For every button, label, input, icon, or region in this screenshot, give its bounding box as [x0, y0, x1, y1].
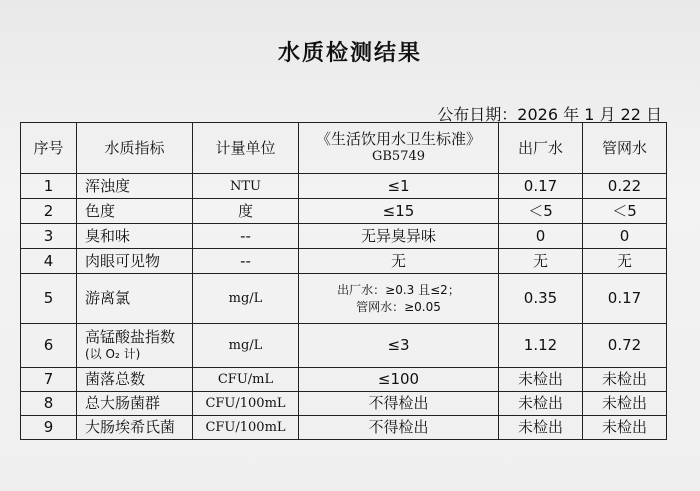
cell-standard: 无异臭异味 — [299, 224, 499, 249]
cell-standard: ≤3 — [299, 324, 499, 368]
cell-outlet: 0.17 — [499, 174, 583, 199]
cell-indicator — [77, 324, 193, 368]
cell-no: 9 — [21, 416, 77, 440]
cell-no: 3 — [21, 224, 77, 249]
cell-standard: 不得检出 — [299, 416, 499, 440]
standard-outlet-range: 出厂水：≥0.3 且≤2； — [337, 282, 460, 297]
cell-network: ＜5 — [583, 199, 667, 224]
cell-outlet: 未检出 — [499, 416, 583, 440]
cell-unit: CFU/100mL — [193, 392, 299, 416]
header-standard — [299, 123, 499, 174]
cell-indicator: 臭和味 — [77, 224, 193, 249]
cell-no: 8 — [21, 392, 77, 416]
publish-date: 公布日期：2026 年 1 月 22 日 — [437, 105, 662, 124]
table-header-row — [21, 123, 667, 174]
cell-network: 未检出 — [583, 416, 667, 440]
table-row — [21, 224, 667, 249]
cell-outlet: 未检出 — [499, 392, 583, 416]
cell-outlet: 0 — [499, 224, 583, 249]
cell-unit: CFU/100mL — [193, 416, 299, 440]
cell-network: 无 — [583, 249, 667, 274]
cell-network: 0.22 — [583, 174, 667, 199]
table-row — [21, 416, 667, 440]
header-indicator: 水质指标 — [77, 123, 193, 174]
cell-outlet: ＜5 — [499, 199, 583, 224]
cell-standard: 无 — [299, 249, 499, 274]
cell-indicator: 色度 — [77, 199, 193, 224]
header-unit: 计量单位 — [193, 123, 299, 174]
cell-outlet: 无 — [499, 249, 583, 274]
page-title: 水质检测结果 — [277, 41, 422, 66]
cell-indicator: 肉眼可见物 — [77, 249, 193, 274]
cell-indicator: 总大肠菌群 — [77, 392, 193, 416]
cell-unit: -- — [193, 249, 299, 274]
table-row — [21, 324, 667, 368]
cell-outlet: 0.35 — [499, 274, 583, 324]
cell-indicator: 菌落总数 — [77, 368, 193, 392]
cell-no: 7 — [21, 368, 77, 392]
table-row — [21, 199, 667, 224]
table-row — [21, 368, 667, 392]
cell-standard — [299, 274, 499, 324]
header-standard-name: 《生活饮用水卫生标准》 — [315, 130, 481, 148]
cell-outlet: 1.12 — [499, 324, 583, 368]
cell-no: 2 — [21, 199, 77, 224]
cell-no: 1 — [21, 174, 77, 199]
indicator-name: 高锰酸盐指数 — [85, 327, 176, 346]
cell-indicator: 浑浊度 — [77, 174, 193, 199]
header-standard-code: GB5749 — [371, 149, 426, 164]
indicator-note: (以 O₂ 计) — [85, 346, 141, 361]
standard-network-range: 管网水：≥0.05 — [356, 299, 441, 314]
cell-standard: 不得检出 — [299, 392, 499, 416]
cell-no: 6 — [21, 324, 77, 368]
table-row — [21, 174, 667, 199]
cell-network: 0 — [583, 224, 667, 249]
water-quality-table — [20, 122, 667, 440]
cell-no: 4 — [21, 249, 77, 274]
header-outlet: 出厂水 — [499, 123, 583, 174]
cell-standard: ≤1 — [299, 174, 499, 199]
cell-unit: mg/L — [193, 324, 299, 368]
cell-network: 0.72 — [583, 324, 667, 368]
cell-standard: ≤15 — [299, 199, 499, 224]
cell-indicator: 游离氯 — [77, 274, 193, 324]
cell-unit: -- — [193, 224, 299, 249]
cell-network: 未检出 — [583, 392, 667, 416]
header-no: 序号 — [21, 123, 77, 174]
table-row — [21, 392, 667, 416]
cell-network: 未检出 — [583, 368, 667, 392]
table-row — [21, 274, 667, 324]
cell-no: 5 — [21, 274, 77, 324]
cell-unit: CFU/mL — [193, 368, 299, 392]
header-network: 管网水 — [583, 123, 667, 174]
cell-indicator: 大肠埃希氏菌 — [77, 416, 193, 440]
cell-standard: ≤100 — [299, 368, 499, 392]
cell-unit: 度 — [193, 199, 299, 224]
cell-outlet: 未检出 — [499, 368, 583, 392]
cell-unit: mg/L — [193, 274, 299, 324]
cell-unit: NTU — [193, 174, 299, 199]
table-row — [21, 249, 667, 274]
cell-network: 0.17 — [583, 274, 667, 324]
